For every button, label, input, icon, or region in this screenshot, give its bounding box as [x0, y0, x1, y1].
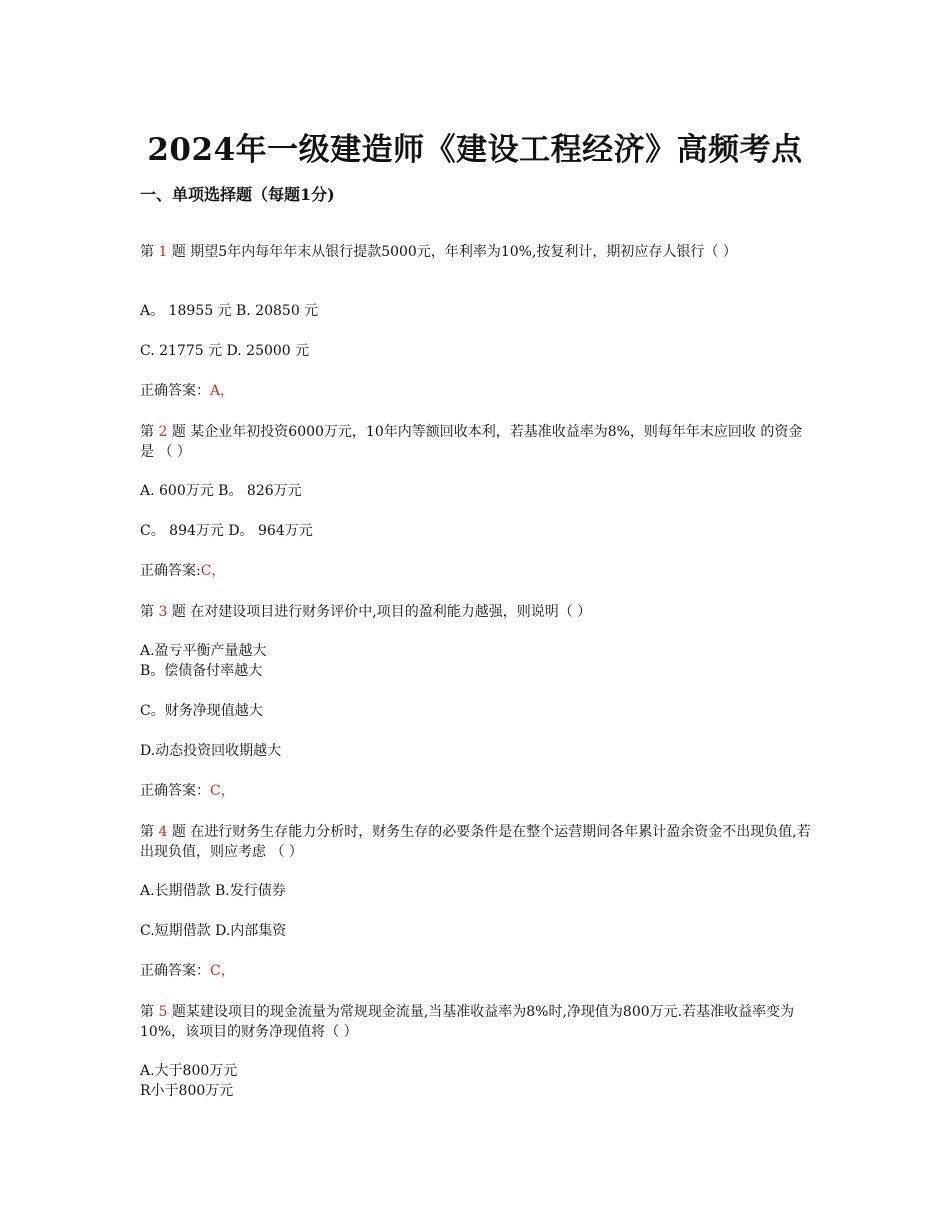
- page-title: 2024年一级建造师《建设工程经济》高频考点: [147, 132, 803, 168]
- options-line-1: A. 600万元 B。 826万元: [140, 483, 302, 499]
- options-line-2: C.短期借款 D.内部集资: [140, 923, 287, 939]
- question-1: [140, 242, 812, 262]
- answer-label: 正确答案：: [140, 963, 210, 979]
- question-prefix: 第: [140, 424, 154, 440]
- question-number: 2: [158, 424, 168, 440]
- question-number: 3: [158, 604, 168, 620]
- answer-line: [140, 561, 225, 581]
- answer-label: 正确答案：: [140, 783, 210, 799]
- question-text: 期望5年内每年年末从银行提款5000元，年利率为10%,按复利计，期初应存人银行（ ）: [190, 244, 737, 260]
- question-prefix: 第: [140, 824, 154, 840]
- question-text: 在对建设项目进行财务评价中,项目的盈利能力越强，则说明（ ）: [190, 604, 592, 620]
- answer-value: C，: [210, 783, 235, 799]
- question-text: 在进行财务生存能力分析时，财务生存的必要条件是在整个运营期间各年累计盈余资金不出现负值,若出现负值，则应考虑 （ ）: [140, 824, 811, 860]
- question-number: 5: [158, 1004, 168, 1020]
- answer-label: 正确答案:: [140, 563, 201, 579]
- options-line-1: A.长期借款 B.发行债券: [140, 883, 286, 899]
- answer-value: C，: [200, 563, 226, 579]
- option-b: R小于800万元: [140, 1083, 234, 1099]
- answer-line: [140, 381, 234, 401]
- question-prefix: 第: [140, 604, 154, 620]
- question-3: [140, 602, 812, 622]
- question-2: [140, 422, 812, 462]
- question-suffix: 题: [171, 824, 186, 840]
- answer-label: 正确答案：: [140, 383, 210, 399]
- question-5: [140, 1002, 812, 1042]
- option-d: D.动态投资回收期越大: [140, 743, 282, 759]
- question-number: 1: [158, 244, 168, 260]
- answer-value: A，: [210, 383, 235, 399]
- question-suffix: 题: [171, 244, 186, 260]
- answer-line: [140, 961, 235, 981]
- options-line-2: C. 21775 元 D. 25000 元: [140, 343, 310, 359]
- options-line-2: C。 894万元 D。 964万元: [140, 523, 313, 539]
- option-b: B。偿债备付率越大: [140, 663, 263, 679]
- option-a: A.大于800万元: [140, 1063, 238, 1079]
- question-text: 某企业年初投资6000万元，10年内等额回收本利，若基准收益率为8%，则每年年末应回收 的资金是 （ ）: [140, 424, 803, 460]
- option-c: C。财务净现值越大: [140, 703, 263, 719]
- question-number: 4: [158, 824, 168, 840]
- option-a: A.盈亏平衡产量越大: [140, 643, 267, 659]
- answer-line: [140, 781, 235, 801]
- question-4: [140, 822, 812, 862]
- answer-value: C，: [210, 963, 235, 979]
- section-heading: 一、单项选择题（每题1分): [140, 185, 335, 204]
- question-suffix: 题: [171, 424, 186, 440]
- question-prefix: 第: [140, 244, 154, 260]
- question-prefix: 第: [140, 1004, 154, 1020]
- question-suffix: 题: [171, 604, 186, 620]
- question-text: 题某建设项目的现金流量为常规现金流量,当基准收益率为8%时,净现值为800万元.若基准收益率变为10%，该项目的财务净现值将（ ）: [140, 1004, 795, 1040]
- options-line-1: A。 18955 元 B. 20850 元: [140, 303, 319, 319]
